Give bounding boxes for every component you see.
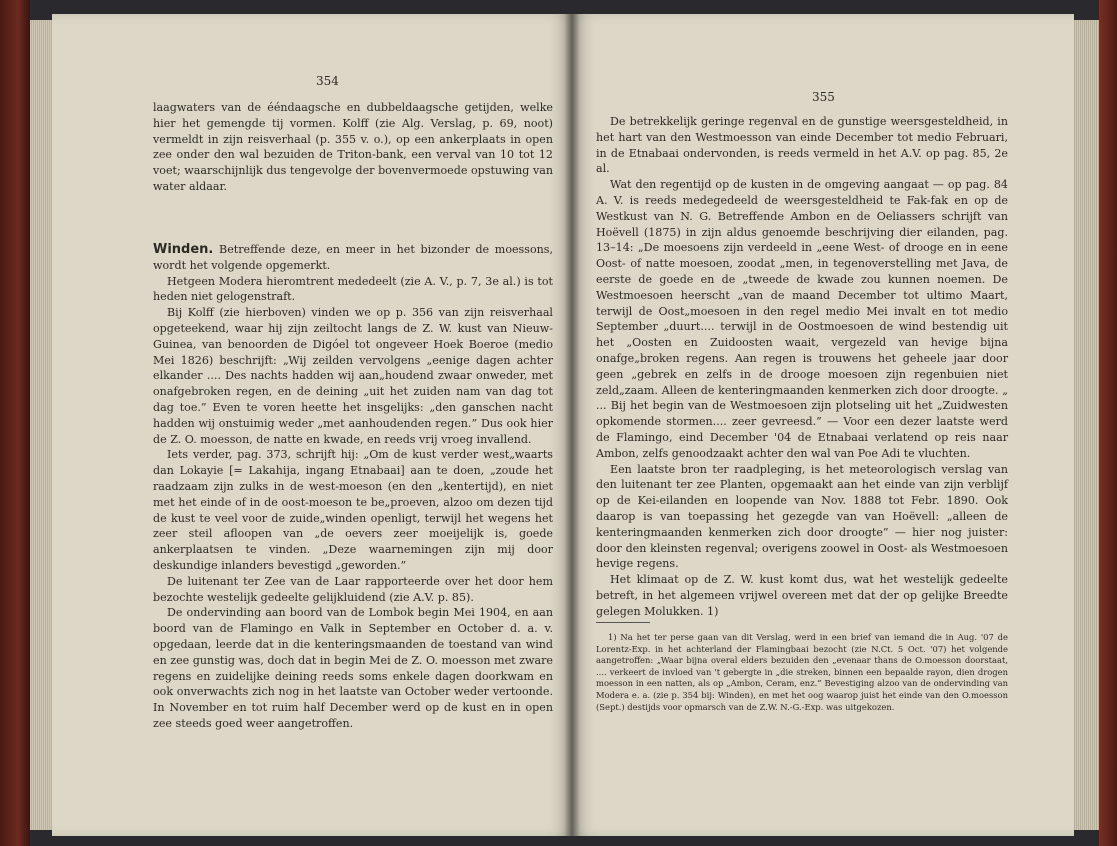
footnote-rule: [596, 622, 650, 623]
paragraph: Bij Kolff (zie hierboven) vinden we op p. 356 van zijn reisverhaal opgeteekend, waar hij zijn zeiltocht langs de Z. W. kust van Nieuw-Guinea, van benoorden de Digóel tot ongeveer Hoek Boeroe (medio Mei 1826) beschrijft: „Wij zeilden vervolgens „eenige dagen achter elkander .... Des nachts hadden wij aan„houdend zwaar onweder, met onafgebroken regen, en de deining „uit het zuiden nam van dag tot dag toe.” Even te voren heette het insgelijks: „den ganschen nacht hadden wij onstuimig weder „met aanhoudenden regen.” Dus ook hier de Z. O. moesson, de natte en kwade, en reeds vrij vroeg invallend.: [153, 306, 553, 446]
paragraph: Hetgeen Modera hieromtrent mededeelt (zie A. V., p. 7, 3e al.) is tot heden niet gelogenstraft.: [153, 274, 553, 304]
paragraph: laagwaters van de ééndaagsche en dubbeldaagsche getijden, welke hier het gemengde tij vormen. Kolff (zie Alg. Verslag, p. 69, noot) vermeldt in zijn reisverhaal (p. 355 v. o.), op een ankerplaats in open zee onder den wal bezuiden de Triton-bank, een verval van 10 tot 12 voet; waarschijnlijk dus tengevolge der bovenvermoede opstuwing van water aldaar.: [153, 101, 553, 193]
paragraph: De luitenant ter Zee van de Laar rapporteerde over het door hem bezochte westelijk gedeelte gelijkluidend (zie A.V. p. 85).: [153, 574, 553, 604]
book-cover-left: [0, 0, 30, 846]
paragraph: Het klimaat op de Z. W. kust komt dus, wat het westelijk gedeelte betreft, in het algemeen vrijwel overeen met dat der op gelijke Breedte gelegen Molukken. 1): [596, 573, 1008, 618]
section-heading: Winden.: [153, 242, 214, 257]
paragraph: Winden. Betreffende deze, en meer in het bizonder de moessons, wordt het volgende opgemerkt.: [153, 242, 553, 272]
page-edges-left: [30, 20, 52, 830]
book-cover-right: [1099, 0, 1117, 846]
footnote: [596, 632, 1008, 713]
paragraph: De betrekkelijk geringe regenval en de gunstige weersgesteldheid, in het hart van den Westmoesson van einde December tot medio Februari, in de Etnabaai ondervonden, is reeds vermeld in het A.V. op pag. 85, 2e al.: [596, 115, 1008, 176]
right-page: [572, 14, 1074, 836]
page-number: 355: [812, 90, 835, 104]
page-number: 354: [316, 74, 339, 88]
paragraph: Wat den regentijd op de kusten in de omgeving aangaat — op pag. 84 A. V. is reeds medegedeeld de weersgesteldheid te Fak-fak en op de Westkust van N. G. Betreffende Ambon en de Oeliassers schrijft van Hoëvell (1875) in zijn aldus genoemde beschrijving dier eilanden, pag. 13–14: „De moesoens zijn verdeeld in „eene West- of drooge en in eene Oost- of natte moesoen, zoodat „men, in tegenoverstelling met Java, de eerste de goede en de „tweede de kwade zou kunnen noemen. De Westmoesoen heerscht „van de maand December tot ultimo Maart, terwijl de Oost„moesoen in den regel medio Mei invalt en tot medio September „duurt.... terwijl in de Oostmoesoen de wind bestendig uit het „Oosten en Zuidoosten waait, vergezeld van hevige bijna onafge„broken regens. Aan regen is trouwens het geheele jaar door geen „gebrek en zelfs in de drooge moesoen zijn regenbuien niet zeld„zaam. Alleen de kenteringmaanden kenmerken zich door droogte. „ ... Bij het begin van de Westmoesoen zijn plotseling uit het „Zuidwesten opkomende stormen.... zeer gevreesd.” — Voor een dezer laatste werd de Flamingo, eind December '04 de Etnabaai verlatend op reis naar Ambon, zelfs genoodzaakt achter den wal van Poe Adi te vluchten.: [596, 178, 1008, 460]
text-block: [596, 114, 1008, 620]
text-block: [153, 100, 553, 195]
paragraph: Een laatste bron ter raadpleging, is het meteorologisch verslag van den luitenant ter zee Planten, opgemaakt aan het einde van zijn verblijf op de Kei-eilanden en loopende van Nov. 1888 tot Febr. 1890. Ook daarop is van toepassing het gezegde van van Hoëvell: „alleen de kenteringmaanden kenmerken zich door droogte” — hier nog juister: door den kleinsten regenval; overigens zoowel in Oost- als Westmoesoen hevige regens.: [596, 462, 1008, 571]
text-block: [153, 242, 553, 732]
footnote-text: 1) Na het ter perse gaan van dit Verslag, werd in een brief van iemand die in Aug. '07 de Lorentz-Exp. in het achterland der Flamingbaai bezocht (zie N.Ct. 5 Oct. '07) het volgende aangetroffen: „Waar bijna overal elders bezuiden den „evenaar thans de O.moesson doorstaat, .... verkeert de invloed van 't gebergte in „die streken, binnen een bepaalde rayon, dien drogen moesson in een natten, als op „Ambon, Ceram, enz.” Bevestiging alzoo van de ondervinding van Modera e. a. (zie p. 354 bij: Winden), en met het oog waarop juist het einde van den O.moesson (Sept.) destijds voor opmarsch van de Z.W. N.-G.-Exp. was uitgekozen.: [596, 632, 1008, 712]
paragraph: De ondervinding aan boord van de Lombok begin Mei 1904, en aan boord van de Flamingo en Valk in September en October d. a. v. opgedaan, leerde dat in die kenteringsmaanden de toestand van wind en zee gunstig was, doch dat in begin Mei de Z. O. moesson met zware regens en zuidelijke deining reeds soms enkele dagen doorkwam en ook onverwachts zich nog in het laatste van October weder vertoonde. In November en tot ruim half December werd op de kust en in open zee steeds goed weer aangetroffen.: [153, 606, 553, 730]
page-edges-right: [1073, 20, 1099, 830]
left-page: [52, 14, 572, 836]
book-gutter: [564, 14, 580, 836]
paragraph: Iets verder, pag. 373, schrijft hij: „Om de kust verder west„waarts dan Lokayie [= Lakahija, ingang Etnabaai] aan te doen, „zoude het raadzaam zijn zulks in de west-moeson (en den „kentertijd), en niet met het einde of in de oost-moeson te be„proeven, alzoo om dezen tijd de kust te veel voor de zuide„winden openligt, terwijl het wegens het zeer steil afloopen van „de oevers zeer moeijelijk is, goede ankerplaatsen te vinden. „Deze waarnemingen zijn mij door deskundige inlanders bevestigd „geworden.”: [153, 448, 553, 572]
